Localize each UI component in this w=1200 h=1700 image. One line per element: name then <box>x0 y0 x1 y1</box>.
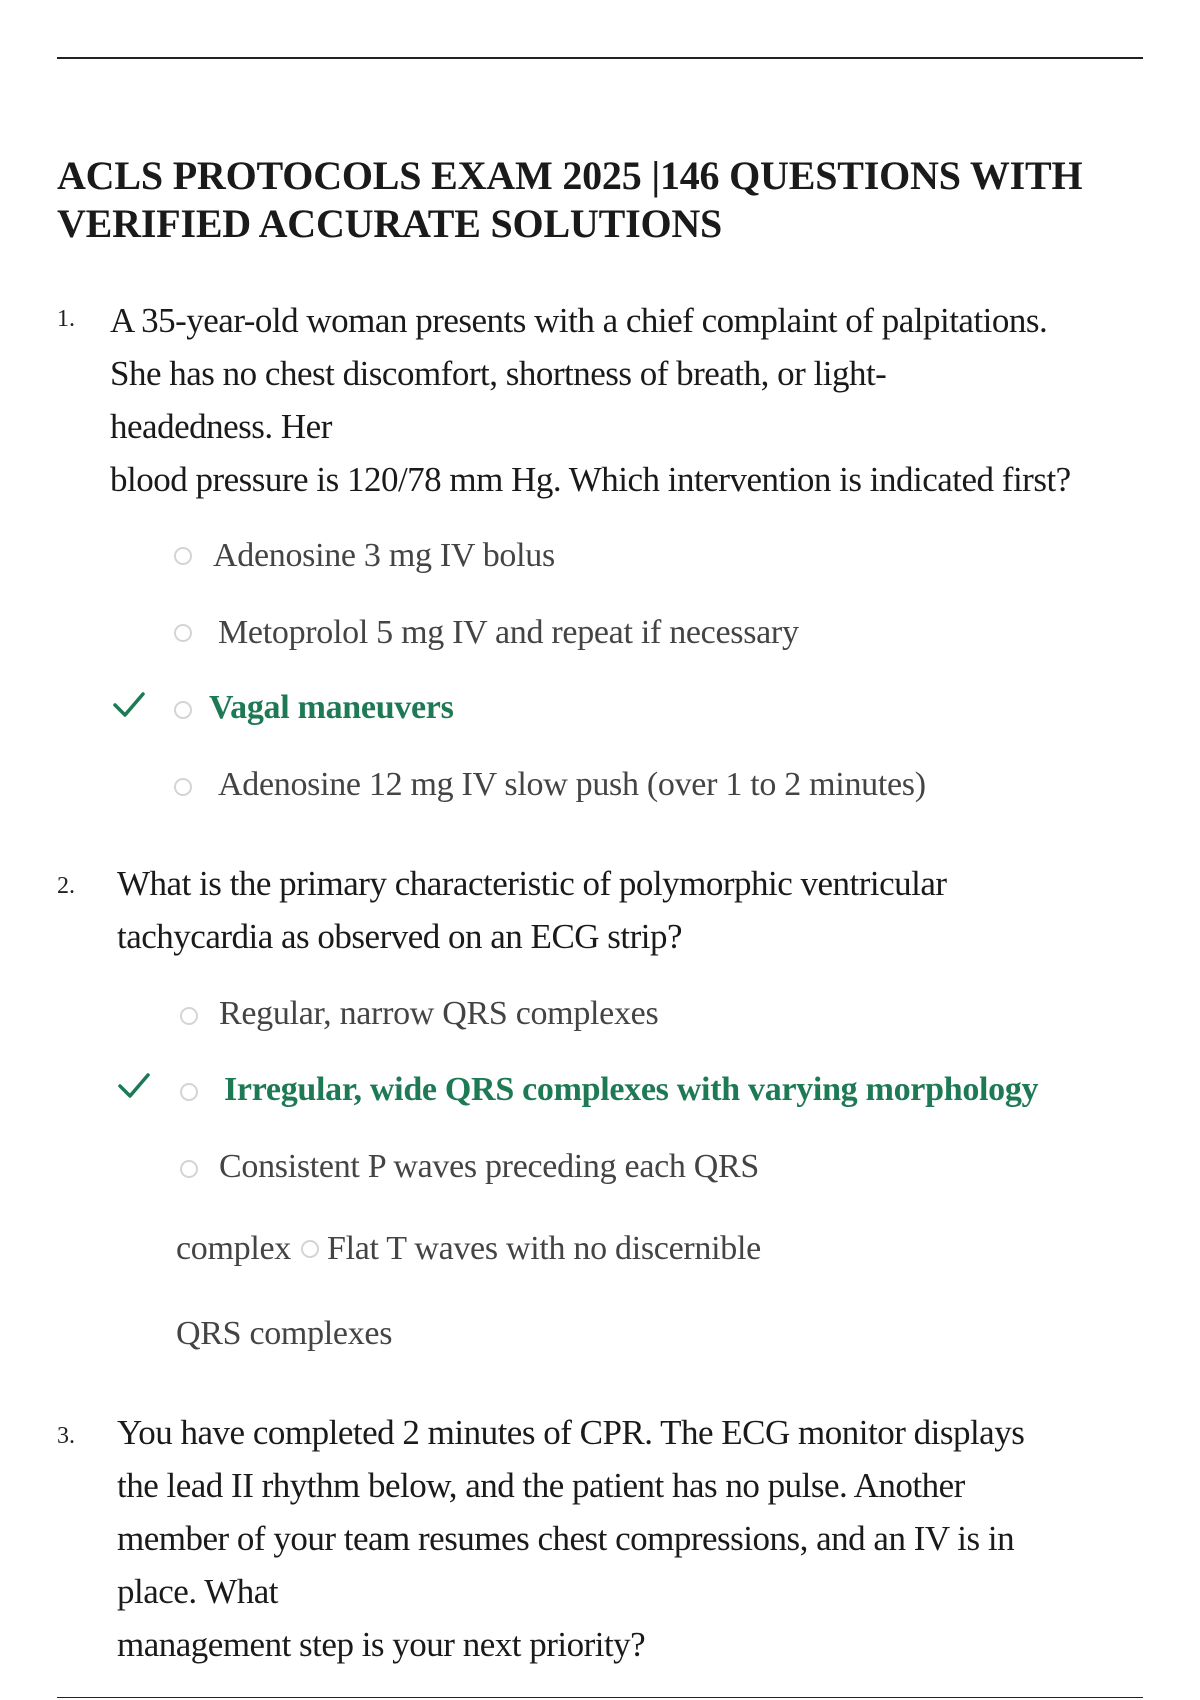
radio-icon[interactable] <box>180 1160 198 1178</box>
question-number: 2. <box>57 873 75 899</box>
question-text <box>117 1406 1024 1671</box>
bottom-rule <box>57 1697 1143 1698</box>
wrapped-prefix: complex <box>176 1230 291 1267</box>
top-rule <box>57 57 1143 59</box>
question-line: blood pressure is 120/78 mm Hg. Which intervention is indicated first? <box>110 460 1071 499</box>
question-line: member of your team resumes chest compressions, and an IV is in <box>117 1519 1015 1558</box>
question-number: 3. <box>57 1423 75 1449</box>
radio-icon[interactable] <box>174 624 192 642</box>
answer-option[interactable]: Metoprolol 5 mg IV and repeat if necessary <box>218 614 799 651</box>
answer-option[interactable]: Flat T waves with no discernible <box>326 1230 761 1267</box>
question-line: place. What <box>117 1572 278 1611</box>
answer-option[interactable]: Adenosine 12 mg IV slow push (over 1 to 2 minutes) <box>218 766 926 803</box>
question-line: A 35-year-old woman presents with a chief complaint of palpitations. <box>110 301 1048 340</box>
radio-icon[interactable] <box>301 1240 319 1258</box>
radio-icon[interactable] <box>174 547 192 565</box>
radio-icon[interactable] <box>174 701 192 719</box>
radio-icon[interactable] <box>174 778 192 796</box>
correct-answer-option[interactable]: Irregular, wide QRS complexes with varying morphology <box>224 1071 1039 1108</box>
question-line: management step is your next priority? <box>117 1625 646 1664</box>
radio-icon[interactable] <box>180 1083 198 1101</box>
question-text <box>110 294 1071 506</box>
question-text <box>117 857 947 963</box>
wrapped-option-continuation: QRS complexes <box>176 1315 393 1352</box>
check-icon <box>117 1071 151 1101</box>
question-line: She has no chest discomfort, shortness of breath, or light- <box>110 354 887 393</box>
question-line: What is the primary characteristic of polymorphic ventricular <box>117 864 947 903</box>
correct-answer-option[interactable]: Vagal maneuvers <box>209 689 454 726</box>
wrapped-option-line[interactable] <box>176 1229 761 1269</box>
document-title: ACLS PROTOCOLS EXAM 2025 |146 QUESTIONS WITH VERIFIED ACCURATE SOLUTIONS <box>57 153 1083 246</box>
question-line: the lead II rhythm below, and the patient has no pulse. Another <box>117 1466 965 1505</box>
question-line: tachycardia as observed on an ECG strip? <box>117 917 683 956</box>
answer-option[interactable]: Consistent P waves preceding each QRS <box>219 1148 760 1185</box>
check-icon <box>112 690 146 720</box>
question-line: headedness. Her <box>110 407 332 446</box>
answer-option[interactable]: Adenosine 3 mg IV bolus <box>213 537 555 574</box>
question-line: You have completed 2 minutes of CPR. The ECG monitor displays <box>117 1413 1025 1452</box>
answer-option[interactable]: Regular, narrow QRS complexes <box>219 995 659 1032</box>
question-number: 1. <box>57 306 75 332</box>
radio-icon[interactable] <box>180 1007 198 1025</box>
